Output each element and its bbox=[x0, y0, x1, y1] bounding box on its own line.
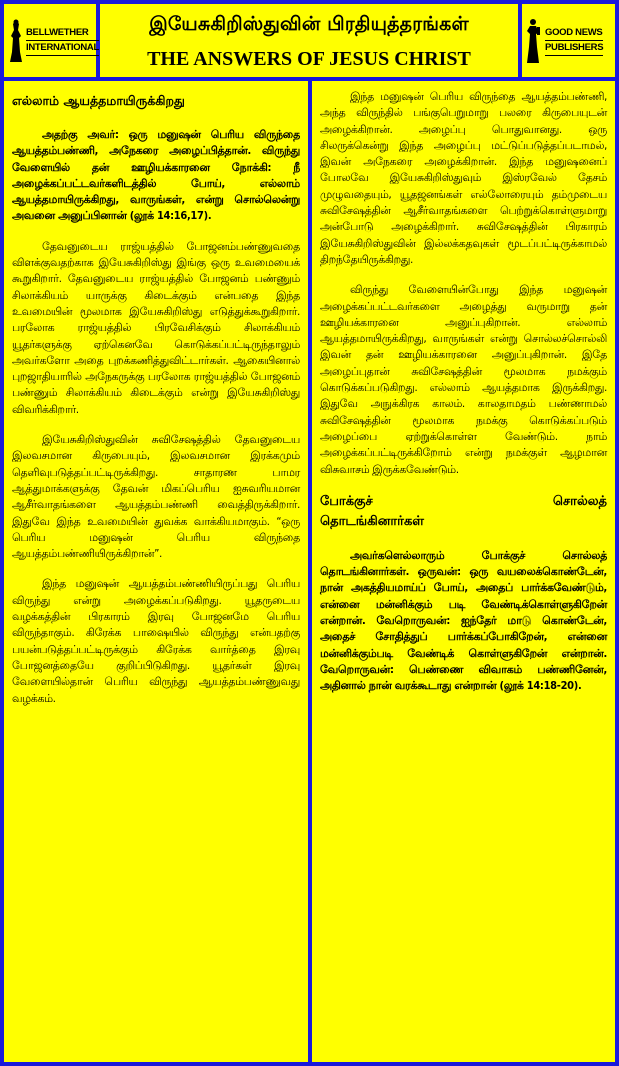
preacher-figure-icon bbox=[526, 17, 542, 65]
page-title-english: THE ANSWERS OF JESUS CHRIST bbox=[147, 48, 471, 70]
logo-line-1: BELLWETHER bbox=[26, 26, 99, 41]
bellwether-logo bbox=[4, 4, 99, 77]
body-paragraph: இயேசுகிறிஸ்துவின் சுவிசேஷத்தில் தேவனுடைய இலவசமான கிருபையும், இலவசமான இரக்கமும் தெளிவுபடுத்தப்பட்டிருக்கிறது. சாதாரண பாமர ஆத்துமாக்களுக்கு தேவன் மிகப்பெரிய ஐசுவரியமான ஆசீர்வாதங்களை ஆயத்தம்பண்ணி வைத்திருக்கிறார். இதுவே இந்த உவமையின் துவக்க வாக்கியமாகும். “ஒரு பெரிய மனுஷன் பெரிய விருந்தை ஆயத்தம்பண்ணியிருக்கிறான்”. bbox=[12, 433, 300, 561]
scripture-quote: அவர்களெல்லாரும் போக்குச் சொல்லத் தொடங்கினார்கள். ஒருவன்: ஒரு வயலைக்கொண்டேன், நான் அகத்தியமாய்ப் போய், அதைப் பார்க்கவேண்டும், என்னை மன்னிக்கும் படி வேண்டிக்கொள்ளுகிறேன் என்றான். வேறொருவன்: ஐந்தேர் மாடு கொண்டேன், அதைச் சோதித்துப் பார்க்கப்போகிறேன், என்னை மன்னிக்கும்படி வேண்டிக் கொள்ளுகிறேன் என்றான். வேறொருவன்: பெண்ணை விவாகம் பண்ணினேன், அதினால் நான் வரக்கூடாது என்றான் (லூக் 14:18-20). bbox=[320, 548, 607, 693]
ram-figure-icon bbox=[8, 18, 24, 64]
right-column bbox=[312, 81, 615, 1062]
section-heading: எல்லாம் ஆயத்தமாயிருக்கிறது bbox=[12, 93, 185, 108]
body-paragraph: இந்த மனுஷன் ஆயத்தம்பண்ணியிருப்பது பெரிய விருந்து என்று அழைக்கப்படுகிறது. யூதருடைய வழக்கத்தின் பிரகாரம் இரவு போஜனமே பெரிய விருந்தாகும். கிரேக்க பாஷையில் விருந்து என்பதற்கு பயன்படுத்தப்பட்டிருக்கும் கிரேக்க வார்த்தை இரவு போஜனத்தையே குறிப்பிடுகிறது. யூதர்கள் இரவு வேளையில்தான் பெரிய விருந்து ஆயத்தம்பண்ணுவது வழக்கம். bbox=[12, 577, 300, 705]
scripture-quote: அதற்கு அவர்: ஒரு மனுஷன் பெரிய விருந்தை ஆயத்தம்பண்ணி, அநேகரை அழைப்பித்தான். விருந்து வேளையில் தன் ஊழியக்காரனை நோக்கி: நீ அழைக்கப்பட்டவர்களிடத்தில் போய், எல்லாம் ஆயத்தமாயிருக்கிறது, வாருங்கள், என்று சொல்லென்று அவனை அனுப்பினான் (லூக் 14:16,17). bbox=[12, 128, 300, 223]
logo-line-2: INTERNATIONAL bbox=[26, 41, 99, 56]
heading-line-2: தொடங்கினார்கள் bbox=[320, 513, 424, 529]
body-paragraph: விருந்து வேளையின்போது இந்த மனுஷன் அழைக்கப்பட்டவர்களை அழைத்து வருமாறு தன் ஊழியக்காரனை அனுப்புகிறான். எல்லாம் ஆயத்தமாயிருக்கிறது, வாருங்கள் என்று சொல்லச்சொல்லி இவன் தன் ஊழியக்காரனை அனுப்புகிறான். இதே அழைப்புதான் சுவிசேஷத்தின் மூலமாக நமக்கும் கொடுக்கப்படுகிறது. எல்லாம் ஆயத்தமாக இருக்கிறது. இதுவே அநுக்கிரக காலம். காலதாமதம் பண்ணாமல் சுவிசேஷத்தின் மூலமாக நமக்கு கொடுக்கப்படும் அழைப்பை ஏற்றுக்கொள்ள வேண்டும். நாம் அழைக்கப்பட்டிருக்கிறோம் என்று நமக்குள் ஆழமான விசுவாசம் இருக்கவேண்டும். bbox=[320, 283, 607, 476]
logo-line-2: PUBLISHERS bbox=[545, 41, 603, 56]
body-paragraph: இந்த மனுஷன் பெரிய விருந்தை ஆயத்தம்பண்ணி, அந்த விருந்தில் பங்குபெறுமாறு பலரை கிருபையுடன் அழைக்கிறான். அழைப்பு பொதுவானது. ஒரு சிலருக்கென்று இந்த அழைப்பு மட்டுப்படுத்தப்படாமல், இவன் அநேகரை அழைக்கிறான். இந்த மனுஷனைப் போலவே இயேசுகிறிஸ்துவும் இஸ்ரவேல் தேசம் முழுவதையும், யூதஜனங்கள் எல்லோரையும் தம்முடைய சுவிசேஷத்தின் ஆசீர்வாதங்களை பெற்றுக்கொள்ளுமாறு அன்போடு அழைக்கிறார். சுவிசேஷத்தின் பிரகாரம் இயேசுகிறிஸ்துவின் இல்லக்கதவுகள் மூடப்பட்டிருக்காமல் திறந்தேயிருக்கிறது. bbox=[320, 90, 607, 266]
good-news-logo bbox=[522, 4, 615, 77]
heading-line-1: போக்குச் சொல்லத் bbox=[320, 493, 607, 509]
left-column bbox=[4, 81, 308, 1062]
page-title-tamil: இயேசுகிறிஸ்துவின் பிரதியுத்தரங்கள் bbox=[149, 13, 469, 35]
section-heading bbox=[320, 492, 607, 532]
body-paragraph: தேவனுடைய ராஜ்யத்தில் போஜனம்பண்ணுவதை விளக்குவதற்காக இயேசுகிறிஸ்து இங்கு ஒரு உவமையைக் கூறுகிறார். தேவனுடைய ராஜ்யத்தில் போஜனம் பண்ணும் சிலாக்கியம் யாருக்கு கிடைக்கும் என்பதை இந்த உவமையின் மூலமாக இயேசுகிறிஸ்து எடுத்துக்கூறுகிறார். பரலோக ராஜ்யத்தில் பிரவேசிக்கும் சிலாக்கியம் யூதர்களுக்கு ஏற்கெனவே கொடுக்கப்பட்டிருந்தாலும் அவர்களோ அதை புறக்கணித்துவிட்டார்கள். ஆகையினால் புறஜாதியாரில் அநேகருக்கு பரலோக ராஜ்யத்தில் போஜனம் பண்ணும் சிலாக்கியம் கிடைக்கும் என்று இயேசுகிறிஸ்து விவரிக்கிறார். bbox=[12, 239, 300, 416]
logo-line-1: GOOD NEWS bbox=[545, 26, 603, 41]
title-banner bbox=[100, 4, 518, 77]
